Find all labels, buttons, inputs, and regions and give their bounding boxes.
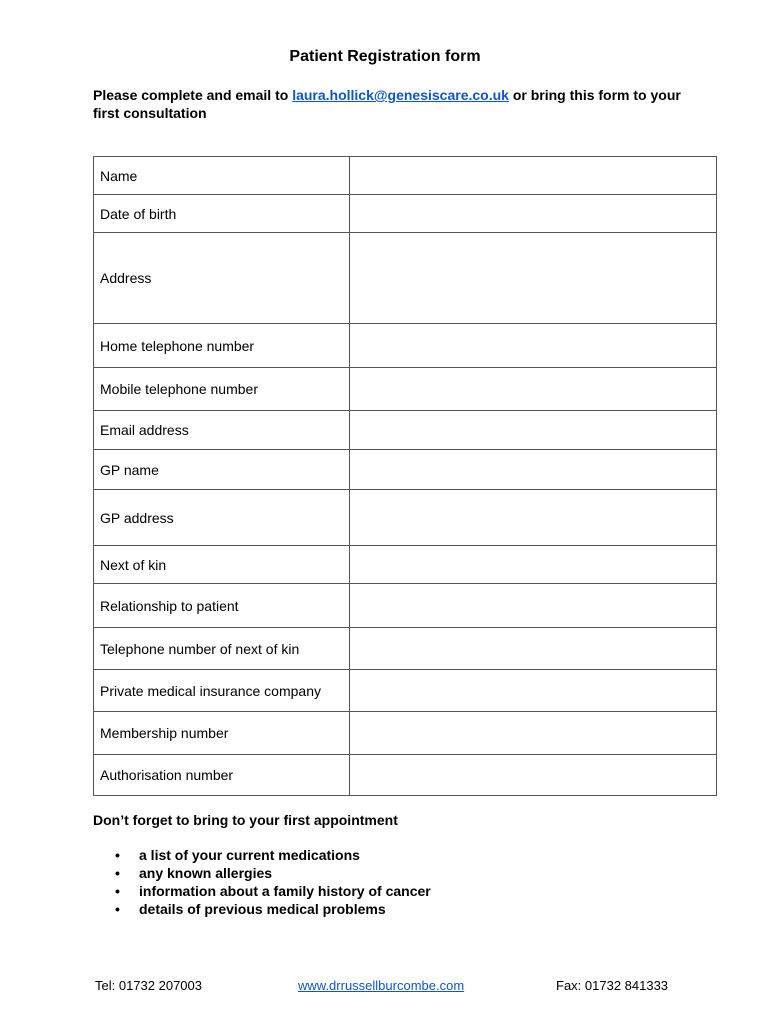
field-input-insurance-company[interactable]	[350, 670, 717, 712]
table-row	[94, 411, 717, 450]
field-label-kin-telephone: Telephone number of next of kin	[94, 628, 350, 670]
table-row	[94, 546, 717, 584]
footer-telephone: Tel: 01732 207003	[95, 978, 202, 993]
reminder-heading: Don’t forget to bring to your first appointment	[93, 812, 398, 828]
field-input-name[interactable]	[350, 157, 717, 195]
field-label-authorisation-number: Authorisation number	[94, 755, 350, 796]
bullet-icon: •	[115, 865, 120, 881]
list-item	[93, 864, 431, 882]
field-label-insurance-company: Private medical insurance company	[94, 670, 350, 712]
field-input-date-of-birth[interactable]	[350, 195, 717, 233]
intro-prefix: Please complete and email to	[93, 87, 293, 103]
table-row	[94, 490, 717, 546]
bullet-icon: •	[115, 847, 120, 863]
field-input-kin-telephone[interactable]	[350, 628, 717, 670]
list-item-text: information about a family history of cancer	[139, 883, 431, 899]
field-label-membership-number: Membership number	[94, 712, 350, 755]
field-label-gp-address: GP address	[94, 490, 350, 546]
email-link[interactable]: laura.hollick@genesiscare.co.uk	[292, 87, 509, 103]
field-label-email-address: Email address	[94, 411, 350, 450]
list-item-text: details of previous medical problems	[139, 901, 386, 917]
table-row	[94, 712, 717, 755]
field-input-gp-address[interactable]	[350, 490, 717, 546]
field-input-mobile-telephone[interactable]	[350, 368, 717, 411]
field-input-email-address[interactable]	[350, 411, 717, 450]
footer-fax: Fax: 01732 841333	[556, 978, 669, 993]
bullet-icon: •	[115, 901, 120, 917]
field-input-gp-name[interactable]	[350, 450, 717, 490]
list-item	[93, 882, 431, 900]
table-row	[94, 324, 717, 368]
list-item-text: any known allergies	[139, 865, 273, 881]
table-row	[94, 755, 717, 796]
list-item	[93, 846, 431, 864]
intro-text	[93, 86, 693, 122]
field-input-membership-number[interactable]	[350, 712, 717, 755]
field-label-date-of-birth: Date of birth	[94, 195, 350, 233]
table-row	[94, 584, 717, 628]
field-label-next-of-kin: Next of kin	[94, 546, 350, 584]
table-row	[94, 368, 717, 411]
footer	[0, 978, 770, 996]
field-label-mobile-telephone: Mobile telephone number	[94, 368, 350, 411]
list-item-text: a list of your current medications	[139, 847, 360, 863]
table-row	[94, 670, 717, 712]
field-label-name: Name	[94, 157, 350, 195]
table-row	[94, 628, 717, 670]
reminder-list	[93, 846, 431, 918]
table-row	[94, 233, 717, 324]
field-label-home-telephone: Home telephone number	[94, 324, 350, 368]
bullet-icon: •	[115, 883, 120, 899]
table-row	[94, 195, 717, 233]
field-input-next-of-kin[interactable]	[350, 546, 717, 584]
page-title: Patient Registration form	[289, 48, 481, 65]
field-input-address[interactable]	[350, 233, 717, 324]
table-row	[94, 450, 717, 490]
field-input-relationship[interactable]	[350, 584, 717, 628]
field-label-address: Address	[94, 233, 350, 324]
list-item	[93, 900, 431, 918]
intro-suffix: or bring this form to your first consultation	[93, 87, 681, 121]
field-input-home-telephone[interactable]	[350, 324, 717, 368]
footer-website-link[interactable]: www.drrussellburcombe.com	[298, 978, 465, 993]
field-label-relationship: Relationship to patient	[94, 584, 350, 628]
field-label-gp-name: GP name	[94, 450, 350, 490]
field-input-authorisation-number[interactable]	[350, 755, 717, 796]
registration-table	[93, 156, 717, 796]
table-row	[94, 157, 717, 195]
